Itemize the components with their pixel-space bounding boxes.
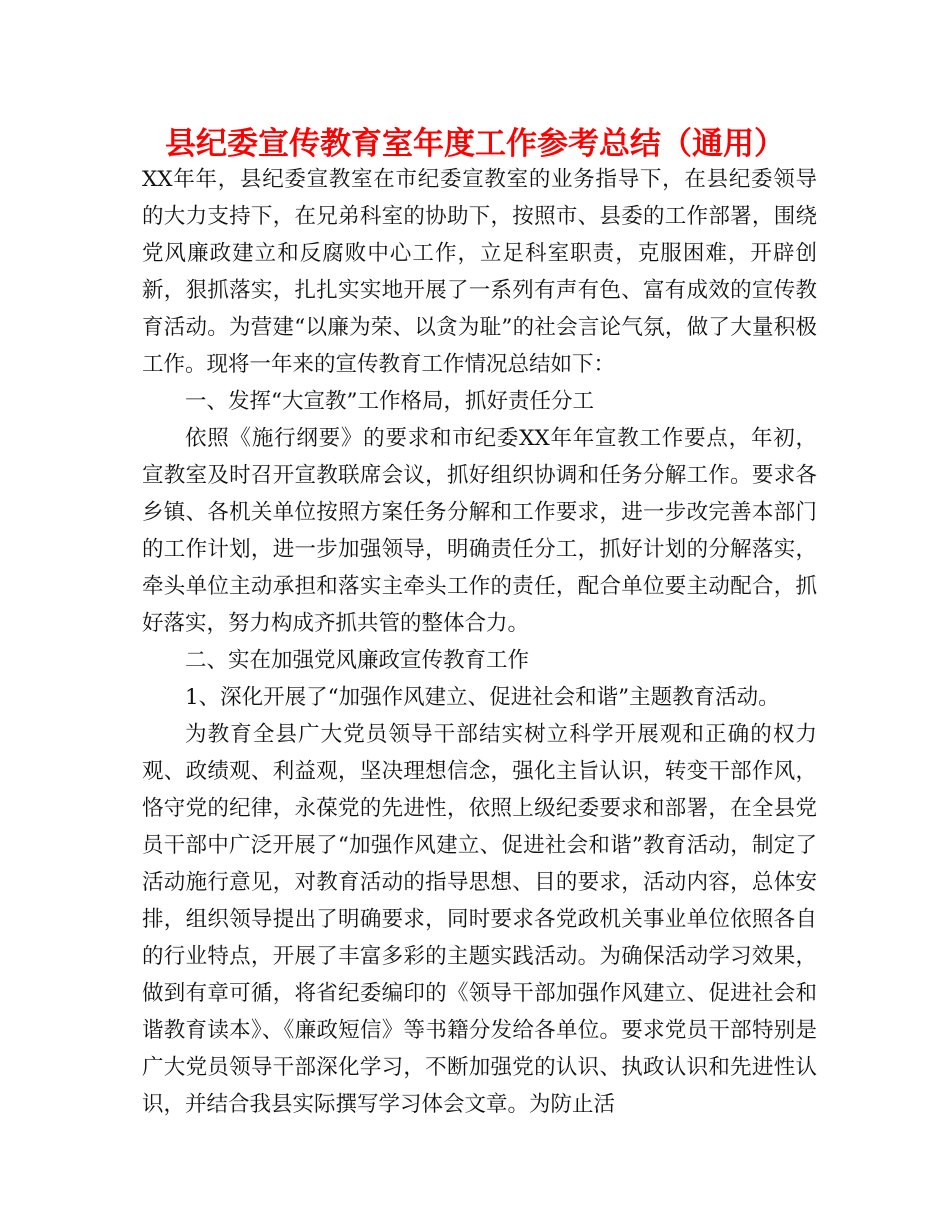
document-body — [142, 161, 817, 1123]
paragraph-section-1: 依照《施行纲要》的要求和市纪委XX年年宣教工作要点，年初，宣教室及时召开宣教联席会议，抓好组织协调和任务分解工作。要求各乡镇、各机关单位按照方案任务分解和工作要求，进一步改完善本部门的工作计划，进一步加强领导，明确责任分工，抓好计划的分解落实，牵头单位主动承担和落实主牵头工作的责任，配合单位要主动配合，抓好落实，努力构成齐抓共管的整体合力。 — [142, 426, 817, 636]
subsection-heading-2-1: 1、深化开展了“加强作风建立、促进社会和谐”主题教育活动。 — [185, 685, 780, 710]
paragraph-section-2-1: 为教育全县广大党员领导干部结实树立科学开展观和正确的权力观、政绩观、利益观，坚决理想信念，强化主旨认识，转变干部作风，恪守党的纪律，永葆党的先进性，依照上级纪委要求和部署，在全县党员干部中广泛开展了“加强作风建立、促进社会和谐”教育活动，制定了活动施行意见，对教育活动的指导思想、目的要求，活动内容，总体安排，组织领导提出了明确要求，同时要求各党政机关事业单位依照各自的行业特点，开展了丰富多彩的主题实践活动。为确保活动学习效果，做到有章可循，将省纪委编印的《领导干部加强作风建立、促进社会和谐教育读本》、《廉政短信》等书籍分发给各单位。要求党员干部特别是广大党员领导干部深化学习，不断加强党的认识、执政认识和先进性认识，并结合我县实际撰写学习体会文章。为防止活 — [142, 722, 817, 1117]
section-heading-1: 一、发挥“大宣教”工作格局，抓好责任分工 — [185, 389, 594, 414]
paragraph-intro: XX年年，县纪委宣教室在市纪委宣教室的业务指导下，在县纪委领导的大力支持下，在兄弟科室的协助下，按照市、县委的工作部署，围绕党风廉政建立和反腐败中心工作，立足科室职责，克服困难，开辟创新，狠抓落实，扎扎实实地开展了一系列有声有色、富有成效的宣传教育活动。为营建“以廉为荣、以贪为耻”的社会言论气氛，做了大量积极工作。现将一年来的宣传教育工作情况总结如下： — [142, 167, 817, 377]
document-title: 县纪委宣传教育室年度工作参考总结（通用） — [165, 126, 785, 162]
section-heading-2: 二、实在加强党风廉政宣传教育工作 — [185, 648, 530, 673]
